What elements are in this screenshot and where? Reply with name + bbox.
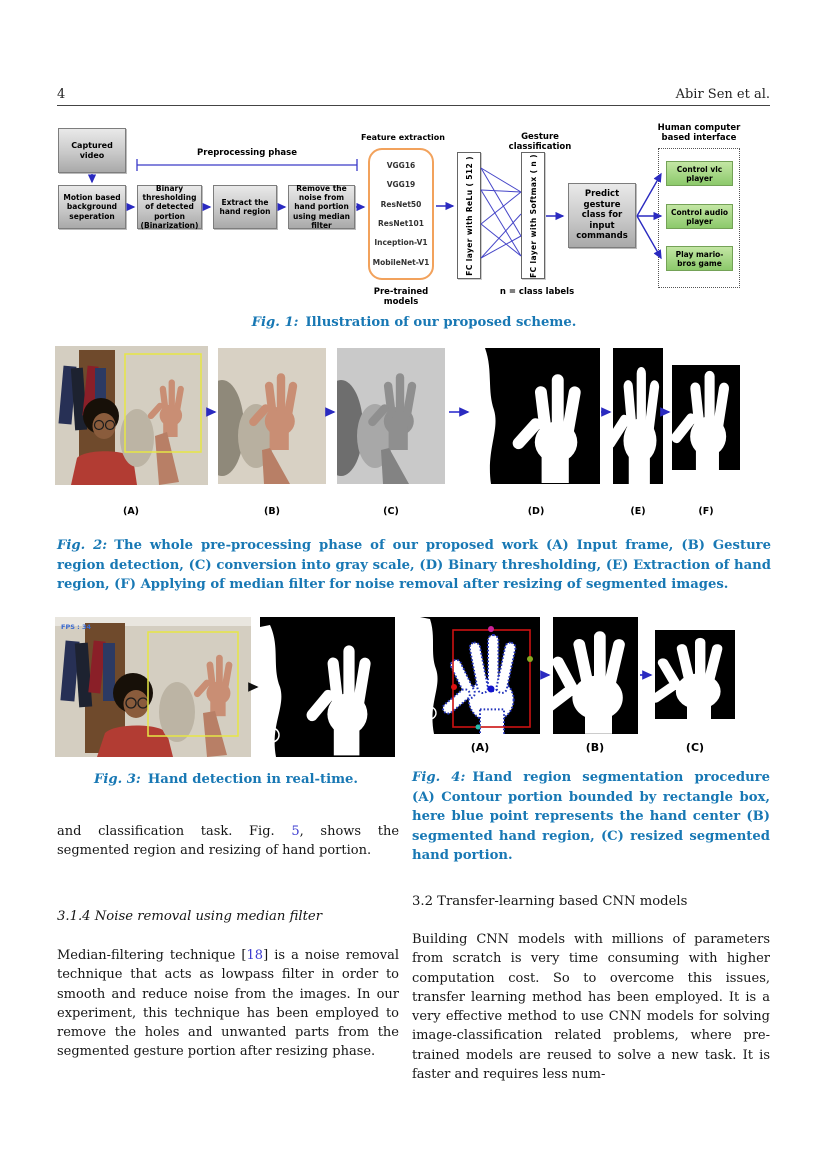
fps-readout: FPS : 34 — [61, 623, 92, 631]
citation-18-link[interactable]: 18 — [246, 948, 264, 963]
fig2-panel-a-input-frame — [55, 346, 208, 485]
fig4-caption-text: Hand region segmentation procedure (A) Contour portion bounded by rectangle box, here blue point represents the hand center (B) segmented hand region, (C) resized segmented hand portion. — [412, 770, 770, 863]
model-resnet50: ResNet50 — [380, 199, 422, 209]
fig2-panel-f-median-filtered — [672, 365, 740, 470]
model-vgg19: VGG19 — [386, 180, 416, 190]
pretrained-models-box — [368, 148, 434, 280]
flow-node-fc-relu — [457, 152, 481, 279]
hci-item-vlc: Control vlc player — [666, 161, 733, 186]
header-rule — [57, 105, 770, 106]
pretrained-models-label: Pre-trained models — [373, 287, 429, 307]
hci-label: Human computer based interface — [657, 123, 741, 143]
fig4-panel-label: (B) — [585, 741, 605, 754]
model-mobilenet-v1: MobileNet-V1 — [372, 257, 430, 267]
fig1-caption-text: Illustration of our proposed scheme. — [305, 315, 577, 330]
flow-node-fc-softmax — [521, 152, 545, 279]
fig2-caption — [57, 536, 771, 595]
fc-softmax-label: FC layer with Softmax ( n ) — [528, 153, 538, 278]
paragraph-median-filter — [57, 946, 399, 1062]
paragraph-text: , shows the segmented region and resizing of hand portion. — [57, 824, 400, 859]
fig4-panel-label: (A) — [470, 741, 490, 754]
fig4-panel-b-segmented — [553, 617, 638, 734]
fig2-panel-label: (B) — [264, 506, 280, 517]
flow-node-extract-hand: Extract the hand region — [213, 185, 277, 229]
preprocessing-phase-label: Preprocessing phase — [197, 148, 297, 158]
paragraph-transfer-learning: Building CNN models with millions of parameters from scratch is very time consuming with higher computation cost. So to overcome this issues, transfer learning method has been employed. It is a very effective method to use CNN models for solving image-classification related problems, where pre-trained models are reused to solve a new task. It is faster and requires less num- — [412, 932, 770, 1083]
hci-item-mario: Play mario-bros game — [666, 246, 733, 271]
fig4-panel-a-contour — [420, 617, 540, 734]
model-resnet101: ResNet101 — [378, 219, 424, 229]
hci-item-audio: Control audio player — [666, 204, 733, 229]
fig3-binary-result — [260, 617, 395, 757]
fig2-panel-label: (A) — [122, 506, 140, 517]
fig1-caption — [57, 313, 771, 333]
gesture-classification-label: Gesture classification — [508, 132, 572, 152]
fig3-caption-label: Fig. 3: — [93, 772, 141, 787]
flow-node-captured-video: Captured video — [58, 128, 126, 173]
paragraph-segmentation — [57, 822, 399, 861]
section-3-1-4-heading: 3.1.4 Noise removal using median filter — [57, 909, 323, 924]
flow-node-remove-noise: Remove the noise from hand portion using median filter — [288, 185, 355, 229]
fig4-panel-label: (C) — [685, 741, 705, 754]
flow-node-binarization: Binary thresholding of detected portion (Binarization) — [137, 185, 202, 229]
fig2-panel-label: (D) — [527, 506, 545, 517]
paragraph-text: Median-filtering technique [ — [57, 948, 247, 963]
fc-relu-label: FC layer with ReLu ( 512 ) — [464, 155, 474, 276]
flow-node-predict: Predict gesture class for input commands — [568, 183, 636, 248]
fig2-panel-d-binary — [473, 348, 600, 484]
fig4-caption-label: Fig. 4: — [412, 770, 466, 785]
fig3-webcam-frame — [55, 617, 251, 757]
running-head: Abir Sen et al. — [675, 87, 770, 102]
section-3-2-heading: 3.2 Transfer-learning based CNN models — [412, 894, 688, 909]
fig2-panel-b-gesture-region — [218, 348, 326, 484]
page-number: 4 — [57, 87, 66, 102]
model-inception-v1: Inception-V1 — [374, 238, 428, 248]
model-vgg16: VGG16 — [386, 161, 416, 171]
fig2-panel-label: (E) — [630, 506, 646, 517]
fig3-caption-text: Hand detection in real-time. — [147, 772, 359, 787]
class-labels-note: n = class labels — [499, 287, 575, 297]
fig3-caption — [57, 770, 395, 790]
flow-node-motion-background: Motion based background seperation — [58, 185, 126, 229]
feature-extraction-label: Feature extraction — [361, 133, 445, 142]
fig2-panel-c-grayscale — [337, 348, 445, 484]
fig1-caption-label: Fig. 1: — [251, 315, 299, 330]
fig2-caption-label: Fig. 2: — [57, 538, 108, 553]
fig5-reference-link[interactable]: 5 — [291, 824, 300, 839]
fig2-caption-text: The whole pre-processing phase of our proposed work (A) Input frame, (B) Gesture region detection, (C) conversion into gray scale, (D) Binary thresholding, (E) Extraction of hand region, (F) Applying of median filter for noise removal after resizing of segmented images. — [57, 538, 772, 592]
paragraph-text: and classification task. Fig. — [57, 824, 292, 839]
fig2-panel-label: (C) — [383, 506, 399, 517]
fig4-caption — [412, 768, 770, 866]
fig2-panel-e-hand-region — [613, 348, 663, 484]
fig4-panel-c-resized — [655, 630, 735, 719]
fig2-panel-label: (F) — [698, 506, 714, 517]
paragraph-text: ] is a noise removal technique that acts as lowpass filter in order to smooth and reduce noise from the images. In our experiment, this technique has been employed to remove the holes and unwanted parts from the segmented gesture portion after resizing phase. — [57, 948, 400, 1060]
